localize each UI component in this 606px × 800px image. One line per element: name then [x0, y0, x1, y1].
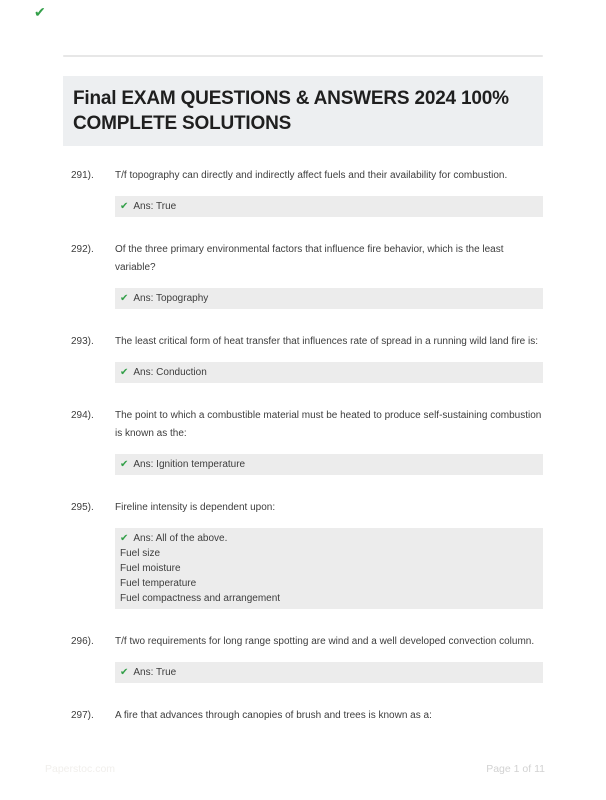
question-number: 291). [71, 170, 94, 181]
answer-text: Ans: Ignition temperature [133, 459, 246, 470]
answer-line [120, 531, 535, 546]
answer-box [115, 288, 543, 309]
answer-text: Ans: All of the above. [133, 533, 228, 544]
answer-line [120, 665, 535, 680]
page-footer [0, 763, 606, 775]
question-block [63, 333, 543, 383]
answer-option-line: Fuel compactness and arrangement [120, 593, 281, 604]
answer-line [120, 199, 535, 214]
answer-line [120, 457, 535, 472]
question-body [115, 167, 543, 217]
question-number: 293). [71, 336, 94, 347]
question-block [63, 241, 543, 309]
question-number: 294). [71, 410, 94, 421]
answer-line [120, 291, 535, 306]
question-text: Of the three primary environmental factors that influence fire behavior, which is the least variable? [115, 244, 504, 273]
page-number-label: Page 1 of 11 [486, 763, 545, 775]
answer-line [120, 365, 535, 380]
check-icon: ✔ [120, 367, 129, 378]
check-icon: ✔ [120, 533, 129, 544]
check-icon: ✔ [120, 293, 129, 304]
answer-option-line: Fuel moisture [120, 563, 181, 574]
answer-box [115, 196, 543, 217]
question-body [115, 707, 543, 725]
answer-box [115, 454, 543, 475]
question-number: 295). [71, 502, 94, 513]
question-body [115, 241, 543, 309]
question-body [115, 333, 543, 383]
question-block [63, 707, 543, 725]
question-text: T/f topography can directly and indirectly affect fuels and their availability for combustion. [115, 170, 508, 181]
title-box [63, 76, 543, 146]
question-body [115, 633, 543, 683]
answer-text: Ans: True [133, 667, 177, 678]
answer-text: Ans: Topography [133, 293, 209, 304]
header-divider [63, 55, 543, 57]
check-icon: ✔ [120, 667, 129, 678]
page-content [63, 0, 543, 749]
question-text: The point to which a combustible material must be heated to produce self-sustaining combustion is known as the: [115, 410, 542, 439]
answer-option-line: Fuel temperature [120, 578, 197, 589]
page-title: Final EXAM QUESTIONS & ANSWERS 2024 100% COMPLETE SOLUTIONS [73, 88, 509, 134]
question-block [63, 633, 543, 683]
question-text: A fire that advances through canopies of brush and trees is known as a: [115, 710, 432, 721]
question-block [63, 167, 543, 217]
question-number: 297). [71, 710, 94, 721]
question-body [115, 407, 543, 475]
check-icon: ✔ [120, 201, 129, 212]
answer-box [115, 662, 543, 683]
question-text: The least critical form of heat transfer that influences rate of spread in a running wild land fire is: [115, 336, 538, 347]
question-block [63, 499, 543, 609]
question-number: 292). [71, 244, 94, 255]
question-number: 296). [71, 636, 94, 647]
check-icon: ✔ [120, 459, 129, 470]
question-block [63, 407, 543, 475]
answer-text: Ans: True [133, 201, 177, 212]
answer-text: Ans: Conduction [133, 367, 207, 378]
logo-check-icon: ✔ [34, 4, 46, 20]
question-text: Fireline intensity is dependent upon: [115, 502, 276, 513]
answer-option-line: Fuel size [120, 548, 161, 559]
answer-box [115, 362, 543, 383]
watermark-text: Paperstoc.com [45, 763, 116, 775]
question-body [115, 499, 543, 609]
questions-list [63, 167, 543, 725]
question-text: T/f two requirements for long range spotting are wind and a well developed convection column. [115, 636, 535, 647]
answer-box [115, 528, 543, 609]
